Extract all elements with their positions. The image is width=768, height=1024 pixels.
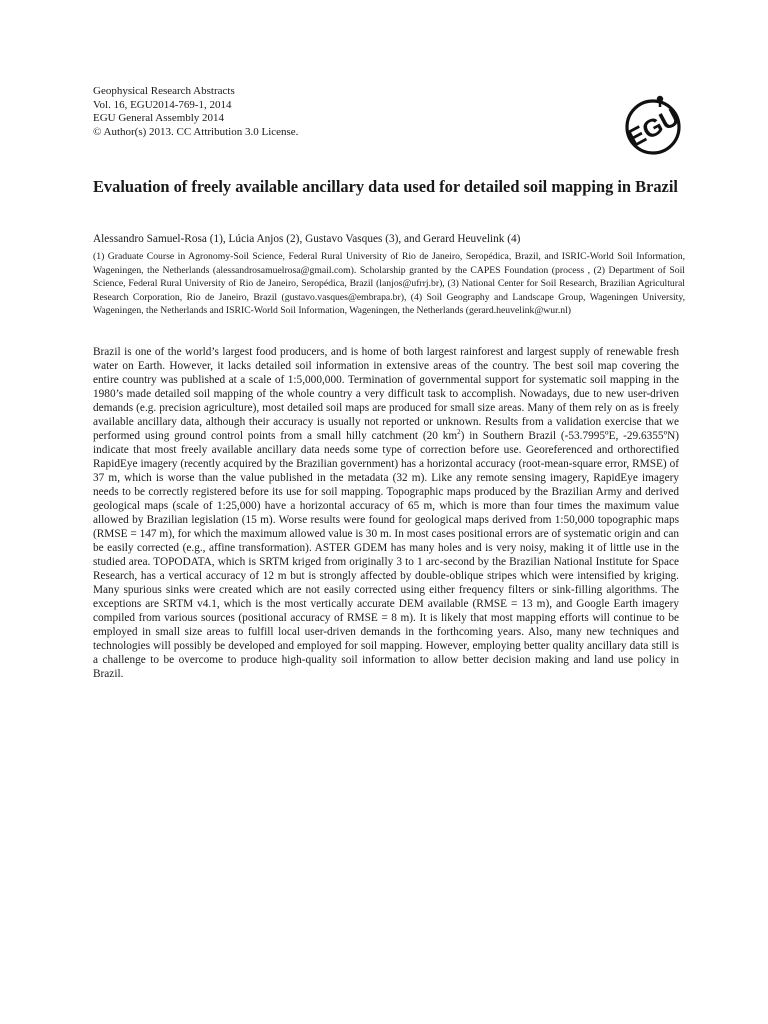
paper-title: Evaluation of freely available ancillary data used for detailed soil mapping in Brazil: [93, 177, 678, 196]
abstract-text-part1: Brazil is one of the world’s largest food producers, and is home of both largest rainforest and largest supply of renewable fresh water on Earth. However, it lacks detailed soil information in extensive areas of the country. The best soil map covering the entire country was published at a scale of 1:5,000,000. Termination of governmental support for systematic soil mapping in the 1980’s made detailed soil mapping of the whole country a very difficult task to accomplish. Nowadays, due to new user-driven demands (e.g. precision agriculture), most detailed soil maps are produced for small size areas. Many of them rely on as is freely available ancillary data, although their accuracy is usually not reported or unknown. Results from a validation exercise that we performed using ground control points from a small hilly catchment (20 km: [93, 346, 679, 442]
egu-logo-text: EGU: [622, 102, 684, 153]
volume-line: Vol. 16, EGU2014-769-1, 2014: [93, 98, 232, 111]
assembly-line: EGU General Assembly 2014: [93, 112, 225, 125]
publication-header: [93, 85, 513, 139]
copyright-line: © Author(s) 2013. CC Attribution 3.0 License.: [93, 125, 299, 138]
affiliations: (1) Graduate Course in Agronomy-Soil Science, Federal Rural University of Rio de Janeiro, Seropédica, Brazil, and ISRIC-World Soil Information, Wageningen, the Netherlands (alessandrosamuelrosa@gmail.com). Scholarship granted by the CAPES Foundation (process , (2) Department of Soil Science, Federal Rural University of Rio de Janeiro, Seropédica, Brazil (lanjos@ufrrj.br), (3) National Center for Soil Research, Brazilian Agricultural Research Corporation, Rio de Janeiro, Brazil (gustavo.vasques@embrapa.br), (4) Soil Geography and Landscape Group, Wageningen University, Wageningen, the Netherlands and ISRIC-World Soil Information, Wageningen, the Netherlands (gerard.heuvelink@wur.nl): [93, 251, 685, 317]
author-list: Alessandro Samuel-Rosa (1), Lúcia Anjos (2), Gustavo Vasques (3), and Gerard Heuvelink (4): [93, 233, 521, 245]
abstract-body: [93, 345, 679, 681]
egu-logo: [620, 93, 686, 159]
journal-name: Geophysical Research Abstracts: [93, 85, 235, 97]
abstract-text-part2: ) in Southern Brazil (-53.7995ºE, -29.6355ºN) indicate that most freely available ancillary data needs some type of correction before use. Georeferenced and orthorectified RapidEye imagery (recently acquired by the Brazilian government) has a horizontal accuracy (root-mean-square error, RMSE) of 37 m, which is worse than the value published in the metadata (32 m). Like any remote sensing imagery, RapidEye imagery needs to be correctly registered before its use for soil mapping. Topographic maps produced by the Brazilian Army and derived geological maps (scale of 1:25,000) have a horizontal accuracy of 65 m, which is more than four times the maximum value allowed by Brazilian legislation (15 m). Worse results were found for geological maps derived from 1:50,000 topographic maps (RMSE = 147 m), for which the maximum allowed value is 30 m. In most cases positional errors are of systematic origin and can be easily corrected (e.g., affine transformation). ASTER GDEM has many holes and is very noisy, making it of little use in the studied area. TOPODATA, which is SRTM kriged from originally 3 to 1 arc-second by the Brazilian National Institute for Space Research, has a vertical accuracy of 12 m but is strongly affected by double-oblique stripes which were intensified by kriging. Many spurious sinks were created which are not easily corrected using either frequency filters or sink-filling algorithms. The exceptions are SRTM v4.1, which is the most vertically accurate DEM available (RMSE = 13 m), and Google Earth imagery compiled from various sources (positional accuracy of RMSE = 8 m). It is likely that most mapping efforts will continue to be employed in small size areas to fulfill local user-driven demands in the forthcoming years. Also, many new techniques and technologies will possibly be developed and employed for soil mapping. However, employing better quality ancillary data still is a challenge to be overcome to produce high-quality soil information to allow better decision making and land use policy in Brazil.: [93, 430, 679, 680]
area-unit-superscript: 2: [457, 428, 461, 437]
